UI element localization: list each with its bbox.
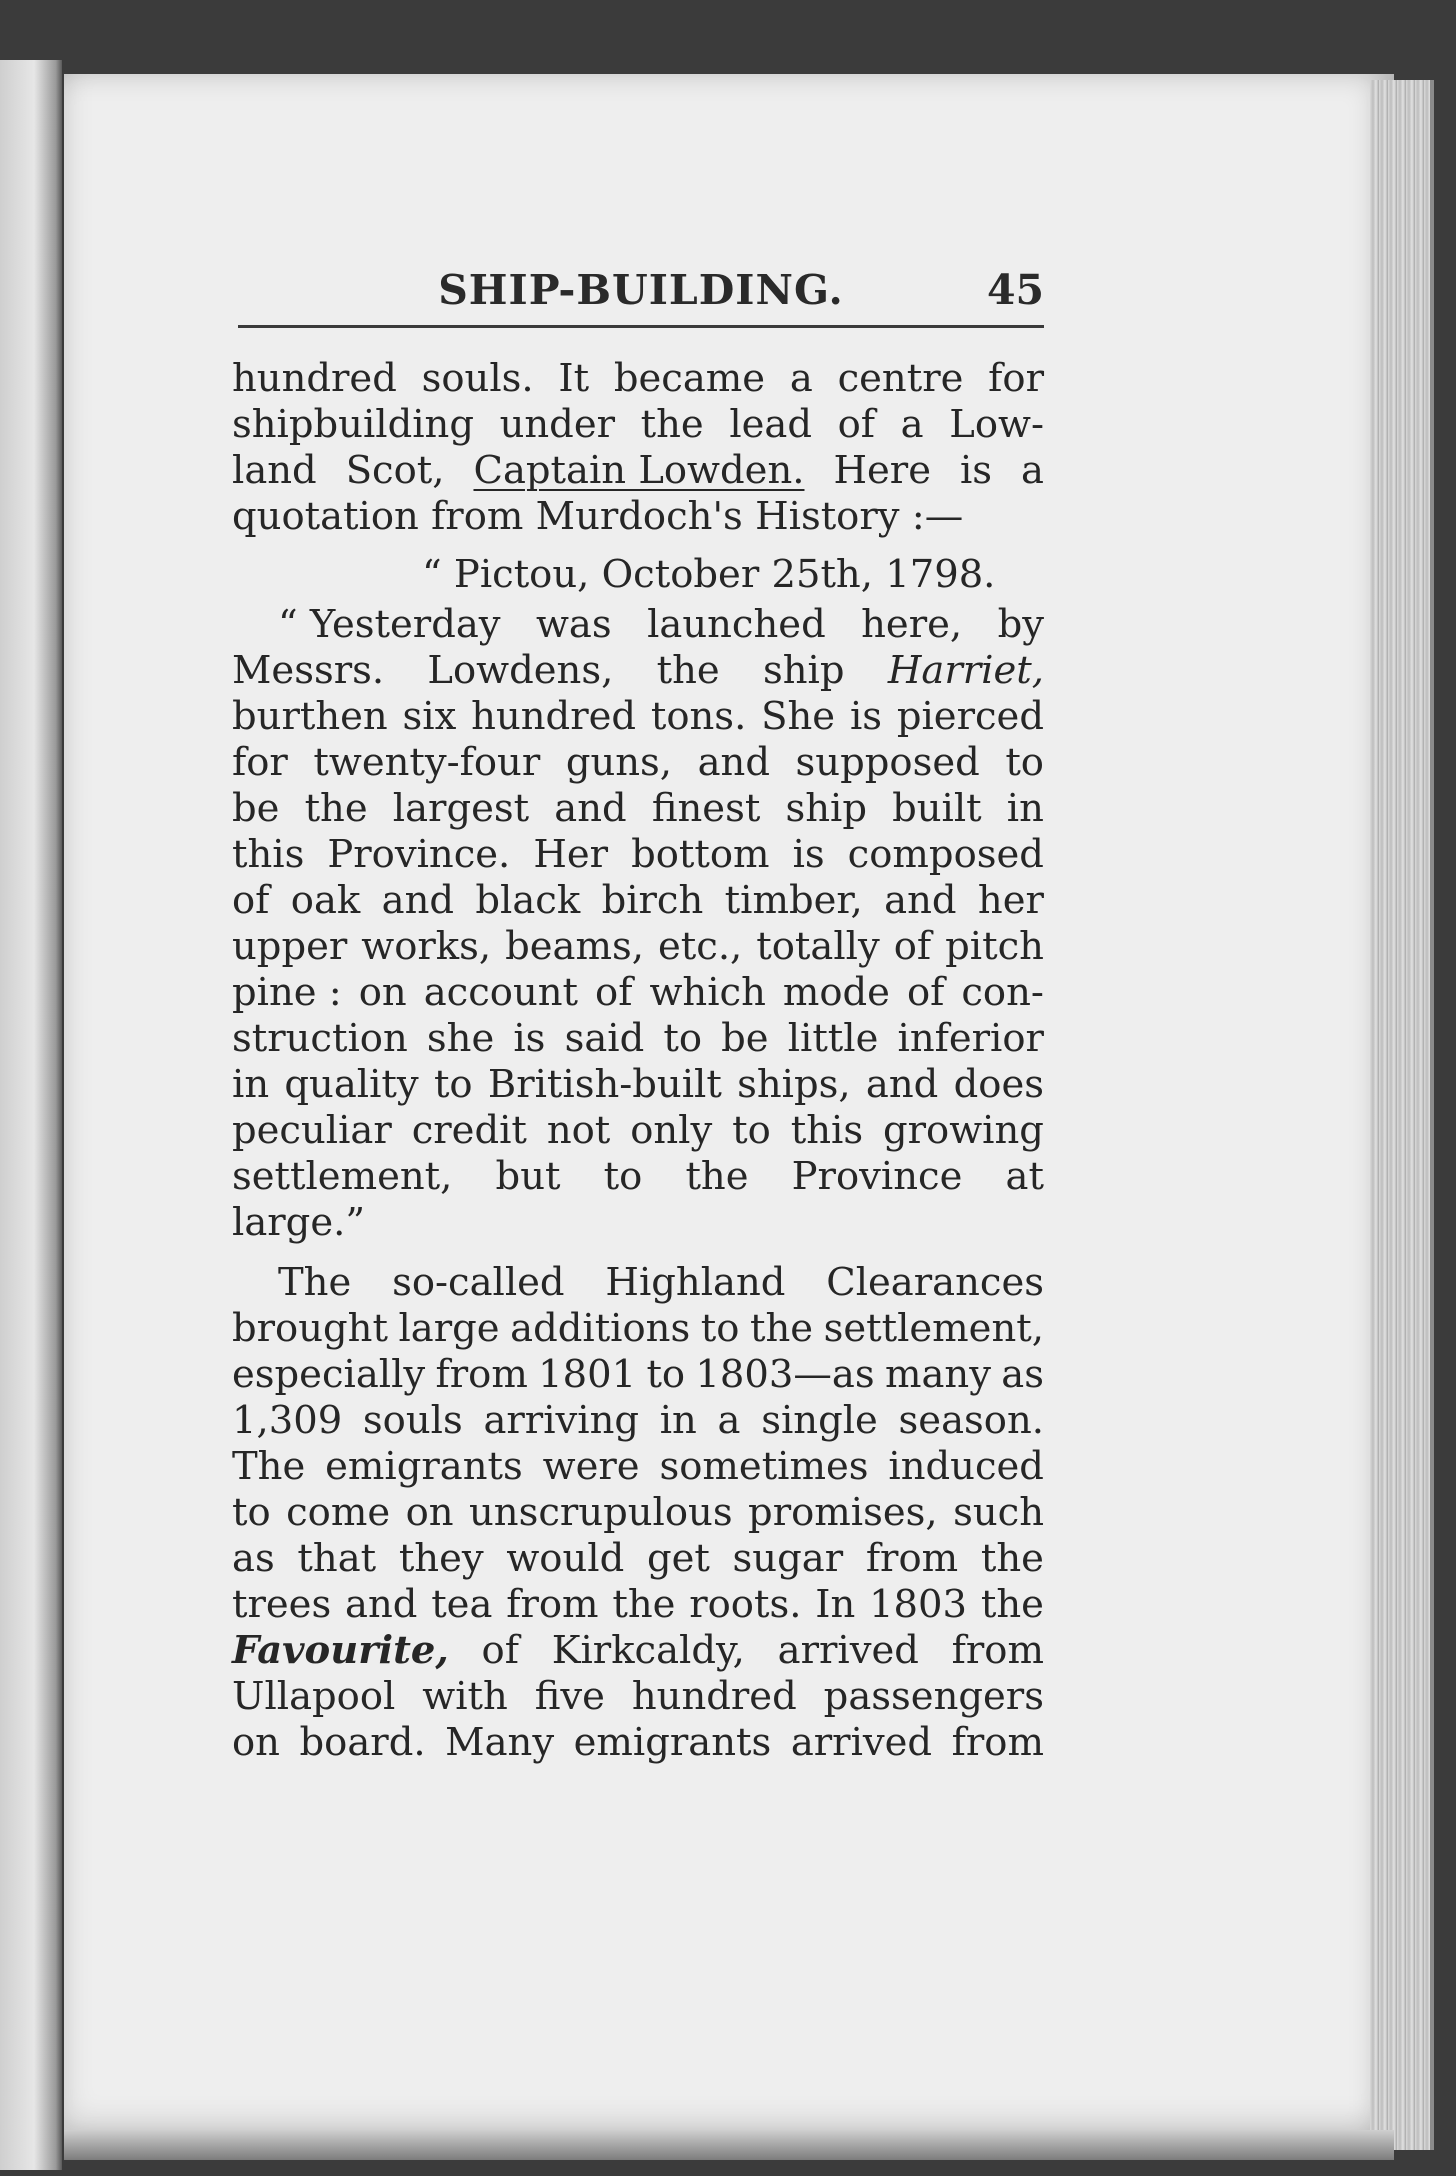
word: inferior — [897, 1016, 1044, 1061]
text-line — [232, 402, 1044, 448]
word: and — [381, 878, 455, 923]
word: of — [893, 924, 932, 969]
word: that — [297, 1536, 377, 1581]
word: roots. — [689, 1582, 802, 1627]
word: was — [535, 602, 612, 647]
word: does — [953, 1062, 1044, 1107]
word: The — [232, 1444, 306, 1489]
word: beams, — [505, 924, 645, 969]
word: the — [640, 402, 704, 447]
word: brought — [232, 1306, 388, 1351]
word: pierced — [896, 694, 1044, 739]
word: growing — [883, 1108, 1044, 1153]
word: of — [232, 878, 270, 923]
word: etc., — [658, 924, 743, 969]
word: arrived — [790, 1720, 933, 1765]
word: at — [1005, 1154, 1044, 1199]
facing-page-edge — [0, 60, 62, 2170]
word: British-built — [487, 1062, 722, 1107]
word: unscrupulous — [469, 1490, 733, 1535]
word: is — [513, 1016, 546, 1061]
word: she — [426, 1016, 495, 1061]
word: trees — [232, 1582, 332, 1627]
word: totally — [756, 924, 880, 969]
text-line — [232, 1260, 1044, 1306]
word: hundred — [471, 694, 637, 739]
word: launched — [647, 602, 826, 647]
word: as — [232, 1536, 275, 1581]
page-stack-edge — [1370, 80, 1434, 2150]
word: Low- — [949, 402, 1044, 447]
word: Many — [445, 1720, 555, 1765]
word: The — [278, 1260, 352, 1305]
word: to — [646, 1352, 686, 1397]
word: 1,309 — [232, 1398, 343, 1443]
word: became — [613, 356, 766, 401]
word: 1803 — [869, 1582, 968, 1627]
word: promises, — [748, 1490, 938, 1535]
word: lead — [729, 402, 813, 447]
text-line — [232, 1352, 1044, 1398]
text-line — [232, 448, 1044, 494]
page-bottom-edge — [64, 2130, 1394, 2160]
word: hundred — [232, 356, 397, 401]
word: the — [980, 1582, 1044, 1627]
word: composed — [847, 832, 1044, 877]
word: tons. — [650, 694, 747, 739]
word: from — [435, 1352, 528, 1397]
word: for — [988, 356, 1044, 401]
word: pitch — [945, 924, 1044, 969]
text-line — [232, 1306, 1044, 1352]
word: bottom — [631, 832, 770, 877]
word: would — [506, 1536, 625, 1581]
word: a — [1021, 448, 1044, 493]
text-line — [232, 878, 1044, 924]
word: not — [546, 1108, 611, 1153]
word: her — [977, 878, 1044, 923]
word: especially — [232, 1352, 426, 1397]
word: souls. — [421, 356, 534, 401]
text-line — [232, 1016, 1044, 1062]
text-line — [232, 1062, 1044, 1108]
word: Messrs. — [232, 648, 385, 693]
word: the — [980, 1536, 1044, 1581]
text-line — [232, 1628, 1044, 1674]
word: a — [789, 356, 813, 401]
word: credit — [411, 1108, 527, 1153]
word: “ Yesterday — [278, 602, 501, 647]
text-line — [232, 740, 1044, 786]
word: Scot, — [345, 448, 445, 493]
word: account — [423, 970, 579, 1015]
word: in — [1006, 786, 1044, 831]
text-line — [232, 924, 1044, 970]
word: this — [232, 832, 305, 877]
text-line — [232, 602, 1044, 648]
word: Her — [533, 832, 609, 877]
word: tea — [431, 1582, 493, 1627]
word: single — [761, 1398, 878, 1443]
word: pine : — [232, 970, 342, 1015]
word: a — [900, 402, 924, 447]
word: of — [906, 970, 945, 1015]
word: on — [358, 970, 407, 1015]
word: It — [558, 356, 590, 401]
word: to — [603, 1154, 643, 1199]
word: to — [732, 1108, 771, 1153]
word: to — [232, 1490, 271, 1535]
word: on — [232, 1720, 280, 1765]
word: upper — [232, 924, 348, 969]
word: which — [649, 970, 766, 1015]
quotation-dateline: “ Pictou, October 25th, 1798. — [422, 552, 996, 597]
word: birch — [601, 878, 704, 923]
word: to — [663, 1016, 703, 1061]
word: timber, — [724, 878, 863, 923]
word: is — [849, 694, 883, 739]
word: and — [554, 786, 627, 831]
word: in — [659, 1398, 697, 1443]
word: 1803—as — [695, 1352, 875, 1397]
word: sometimes — [659, 1444, 869, 1489]
text-line — [232, 1582, 1044, 1628]
word: were — [542, 1444, 640, 1489]
text-line — [232, 356, 1044, 402]
word: a — [717, 1398, 741, 1443]
word: is — [792, 832, 825, 877]
word: induced — [888, 1444, 1044, 1489]
text-line — [232, 786, 1044, 832]
word: of — [595, 970, 633, 1015]
word: arrived — [777, 1628, 919, 1673]
word: from — [506, 1582, 599, 1627]
text-line — [232, 832, 1044, 878]
word: many — [884, 1352, 991, 1397]
word: five — [534, 1674, 605, 1719]
word: so-called — [392, 1260, 565, 1305]
word: the — [304, 786, 368, 831]
word: emigrants — [573, 1720, 772, 1765]
word: the — [656, 648, 720, 693]
page-number: 45 — [986, 266, 1044, 314]
word: board. — [299, 1720, 426, 1765]
word: arriving — [483, 1398, 640, 1443]
word: and — [697, 740, 770, 785]
word: the — [749, 1306, 814, 1351]
word: struction — [232, 1016, 408, 1061]
word: from — [431, 494, 524, 539]
word: Ullapool — [232, 1674, 396, 1719]
word: get — [646, 1536, 710, 1581]
word: finest — [651, 786, 761, 831]
word: History :— — [755, 494, 964, 539]
text-line — [232, 1720, 1044, 1766]
word: and — [345, 1582, 418, 1627]
word: She — [761, 694, 836, 739]
ship-name: Harriet, — [887, 648, 1044, 693]
word: with — [422, 1674, 508, 1719]
text-line — [232, 1536, 1044, 1582]
word: ships, — [737, 1062, 851, 1107]
underlined-name: Captain Lowden. — [473, 448, 805, 493]
text-line — [232, 1398, 1044, 1444]
word: as — [1001, 1352, 1044, 1397]
word: emigrants — [325, 1444, 523, 1489]
word: by — [997, 602, 1044, 647]
word: Province. — [327, 832, 511, 877]
text-line — [232, 648, 1044, 694]
text-line — [232, 1154, 1044, 1200]
word: under — [499, 402, 616, 447]
word: built — [892, 786, 982, 831]
word: souls — [362, 1398, 463, 1443]
word: from — [951, 1628, 1044, 1673]
text-line — [232, 1674, 1044, 1720]
word: six — [402, 694, 457, 739]
word: large — [398, 1306, 500, 1351]
word: quotation — [232, 494, 419, 539]
word: only — [630, 1108, 713, 1153]
word: said — [564, 1016, 645, 1061]
word: in — [232, 1062, 270, 1107]
header-rule — [238, 325, 1044, 328]
text-line — [232, 1444, 1044, 1490]
word: season. — [898, 1398, 1044, 1443]
word: Here — [833, 448, 932, 493]
word: here, — [861, 602, 963, 647]
word: settlement, — [232, 1154, 453, 1199]
word: such — [953, 1490, 1044, 1535]
word: land — [232, 448, 317, 493]
word: to — [1005, 740, 1044, 785]
word: be — [721, 1016, 769, 1061]
word: Lowdens, — [427, 648, 614, 693]
word: supposed — [795, 740, 980, 785]
word: but — [495, 1154, 561, 1199]
ship-name: Favourite, — [232, 1628, 449, 1673]
text-line — [232, 970, 1044, 1016]
word: this — [790, 1108, 864, 1153]
word: of — [837, 402, 876, 447]
word: 1801 — [538, 1352, 637, 1397]
word: be — [232, 786, 280, 831]
word: ship — [785, 786, 867, 831]
word: Clearances — [826, 1260, 1044, 1305]
word: con- — [961, 970, 1044, 1015]
word: from — [865, 1536, 959, 1581]
word: little — [787, 1016, 879, 1061]
word: they — [398, 1536, 484, 1581]
word: shipbuilding — [232, 402, 474, 447]
text-line: large.” — [232, 1200, 366, 1245]
word: settlement, — [823, 1306, 1044, 1351]
word: centre — [837, 356, 964, 401]
word: burthen — [232, 694, 388, 739]
word: the — [612, 1582, 676, 1627]
word: Kirkcaldy, — [551, 1628, 745, 1673]
word: from — [951, 1720, 1044, 1765]
word: and — [884, 878, 957, 923]
word: Murdoch's — [535, 494, 743, 539]
word: sugar — [732, 1536, 844, 1581]
word: the — [685, 1154, 749, 1199]
word: black — [475, 878, 581, 923]
word: peculiar — [232, 1108, 392, 1153]
word: to — [433, 1062, 473, 1107]
text-line — [232, 694, 1044, 740]
word: is — [959, 448, 993, 493]
word: guns, — [565, 740, 673, 785]
running-head — [238, 258, 1044, 328]
word: on — [405, 1490, 454, 1535]
word: additions — [510, 1306, 691, 1351]
word: twenty-four — [313, 740, 541, 785]
word: quality — [284, 1062, 419, 1107]
word: Province — [791, 1154, 963, 1199]
word: largest — [392, 786, 530, 831]
word: passengers — [823, 1674, 1044, 1719]
word: come — [286, 1490, 391, 1535]
word: of — [481, 1628, 519, 1673]
word: mode — [782, 970, 890, 1015]
word: oak — [290, 878, 361, 923]
word: and — [865, 1062, 939, 1107]
word: for — [232, 740, 288, 785]
text-line — [232, 1490, 1044, 1536]
running-title: SHIP-BUILDING. — [438, 266, 844, 314]
text-line — [232, 1108, 1044, 1154]
word: to — [700, 1306, 740, 1351]
word: In — [815, 1582, 856, 1627]
text-line — [232, 494, 1044, 540]
word: hundred — [631, 1674, 797, 1719]
word: Highland — [605, 1260, 786, 1305]
body-text — [232, 356, 1044, 1766]
word: ship — [763, 648, 845, 693]
word: works, — [361, 924, 492, 969]
